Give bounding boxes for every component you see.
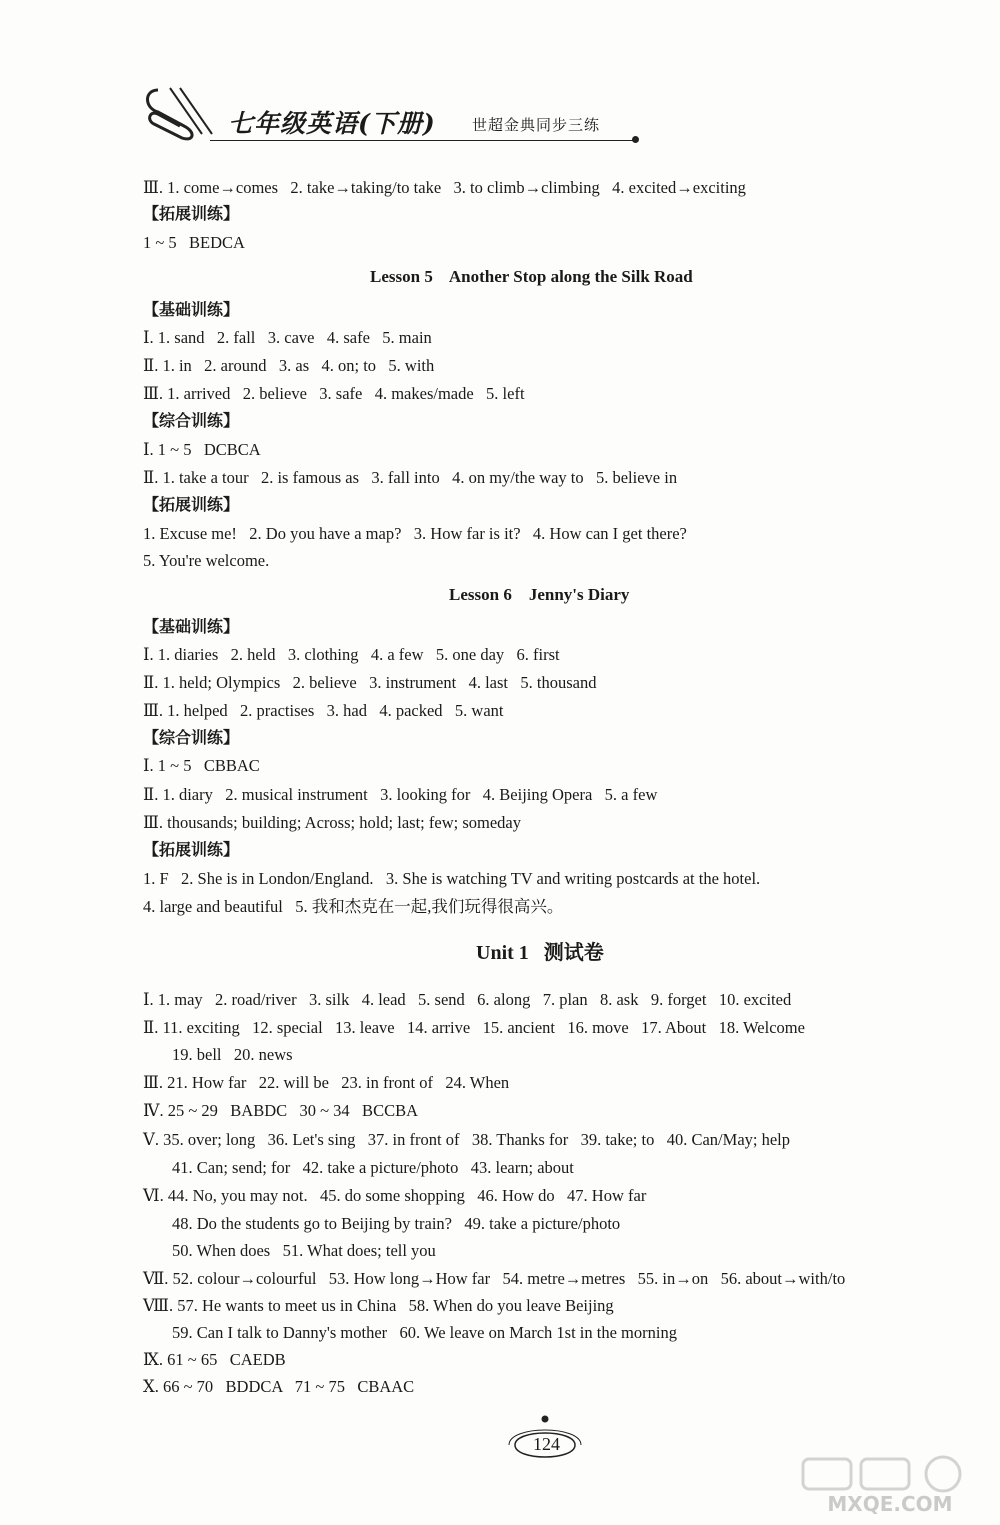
header-rule xyxy=(210,140,635,141)
page-footer xyxy=(505,1415,585,1465)
answer-line: Ⅰ. 1. sand 2. fall 3. cave 4. safe 5. main xyxy=(143,328,432,347)
page-number: 124 xyxy=(533,1434,560,1454)
answer-line: Ⅴ. 35. over; long 36. Let's sing 37. in front of 38. Thanks for 39. take; to 40. Can/May; help xyxy=(143,1130,791,1149)
answer-line: Ⅲ. 1. arrived 2. believe 3. safe 4. makes/made 5. left xyxy=(143,384,525,403)
answer-line: Ⅲ. 1. come→comes 2. take→taking/to take 3. to climb→climbing 4. excited→exciting xyxy=(143,178,746,197)
section-tag: 【拓展训练】 xyxy=(143,840,240,859)
answer-line: 1. Excuse me! 2. Do you have a map? 3. How far is it? 4. How can I get there? xyxy=(143,524,687,543)
svg-text:MXQE.COM: MXQE.COM xyxy=(827,1492,953,1515)
answer-line: Ⅰ. 1. diaries 2. held 3. clothing 4. a few 5. one day 6. first xyxy=(143,645,560,664)
answer-line: Ⅱ. 1. take a tour 2. is famous as 3. fall into 4. on my/the way to 5. believe in xyxy=(143,468,678,487)
unit-test-heading: Unit 1 测试卷 xyxy=(476,942,604,964)
answer-line: Ⅲ. 1. helped 2. practises 3. had 4. packed 5. want xyxy=(143,701,504,720)
answer-line: Ⅱ. 1. diary 2. musical instrument 3. looking for 4. Beijing Opera 5. a few xyxy=(143,785,658,804)
answer-line: Ⅱ. 1. in 2. around 3. as 4. on; to 5. with xyxy=(143,356,435,375)
header-dot xyxy=(632,136,639,143)
series-title: 世超金典同步三练 xyxy=(472,116,601,134)
answer-line: 5. You're welcome. xyxy=(143,551,270,570)
answer-line: 19. bell 20. news xyxy=(172,1045,293,1064)
answer-line: 59. Can I talk to Danny's mother 60. We leave on March 1st in the morning xyxy=(172,1323,677,1342)
answer-line: Ⅶ. 52. colour→colourful 53. How long→How far 54. metre→metres 55. in→on 56. about→with/to xyxy=(143,1269,846,1288)
answer-line: Ⅲ. 21. How far 22. will be 23. in front of 24. When xyxy=(143,1073,510,1092)
lesson-heading: Lesson 6 Jenny's Diary xyxy=(449,585,630,604)
answer-line: Ⅱ. 11. exciting 12. special 13. leave 14. arrive 15. ancient 16. move 17. About 18. Welcome xyxy=(143,1018,805,1037)
answer-line: 48. Do the students go to Beijing by train? 49. take a picture/photo xyxy=(172,1214,621,1233)
answer-line: 50. When does 51. What does; tell you xyxy=(172,1241,436,1260)
book-title: 七年级英语(下册) xyxy=(228,109,436,138)
paperclip-logo-icon xyxy=(140,82,220,144)
section-tag: 【综合训练】 xyxy=(143,728,240,747)
answer-line: Ⅳ. 25 ~ 29 BABDC 30 ~ 34 BCCBA xyxy=(143,1101,418,1120)
answer-line: Ⅰ. 1. may 2. road/river 3. silk 4. lead 5. send 6. along 7. plan 8. ask 9. forget 10. excited xyxy=(143,990,792,1009)
site-watermark-logo xyxy=(795,1455,985,1515)
answer-line: Ⅱ. 1. held; Olympics 2. believe 3. instrument 4. last 5. thousand xyxy=(143,673,597,692)
lesson-heading: Lesson 5 Another Stop along the Silk Road xyxy=(370,267,693,286)
answer-line: 41. Can; send; for 42. take a picture/photo 43. learn; about xyxy=(172,1158,574,1177)
answer-line: 1. F 2. She is in London/England. 3. She is watching TV and writing postcards at the hotel. xyxy=(143,869,761,888)
answer-line: Ⅰ. 1 ~ 5 DCBCA xyxy=(143,440,261,459)
answer-line: 4. large and beautiful 5. 我和杰克在一起,我们玩得很高兴。 xyxy=(143,897,564,916)
section-tag: 【拓展训练】 xyxy=(143,495,240,514)
section-tag: 【基础训练】 xyxy=(143,617,240,636)
page-header xyxy=(140,82,640,142)
watermark-icon xyxy=(795,1455,985,1515)
section-tag: 【综合训练】 xyxy=(143,411,240,430)
answer-line: 1 ~ 5 BEDCA xyxy=(143,233,245,252)
section-tag: 【基础训练】 xyxy=(143,300,240,319)
answer-line: Ⅸ. 61 ~ 65 CAEDB xyxy=(143,1350,286,1369)
answer-line: Ⅹ. 66 ~ 70 BDDCA 71 ~ 75 CBAAC xyxy=(143,1377,415,1396)
answer-line: Ⅲ. thousands; building; Across; hold; last; few; someday xyxy=(143,813,521,832)
answer-line: Ⅵ. 44. No, you may not. 45. do some shopping 46. How do 47. How far xyxy=(143,1186,647,1205)
section-tag: 【拓展训练】 xyxy=(143,204,240,223)
answer-line: Ⅷ. 57. He wants to meet us in China 58. When do you leave Beijing xyxy=(143,1296,614,1315)
answer-line: Ⅰ. 1 ~ 5 CBBAC xyxy=(143,756,260,775)
